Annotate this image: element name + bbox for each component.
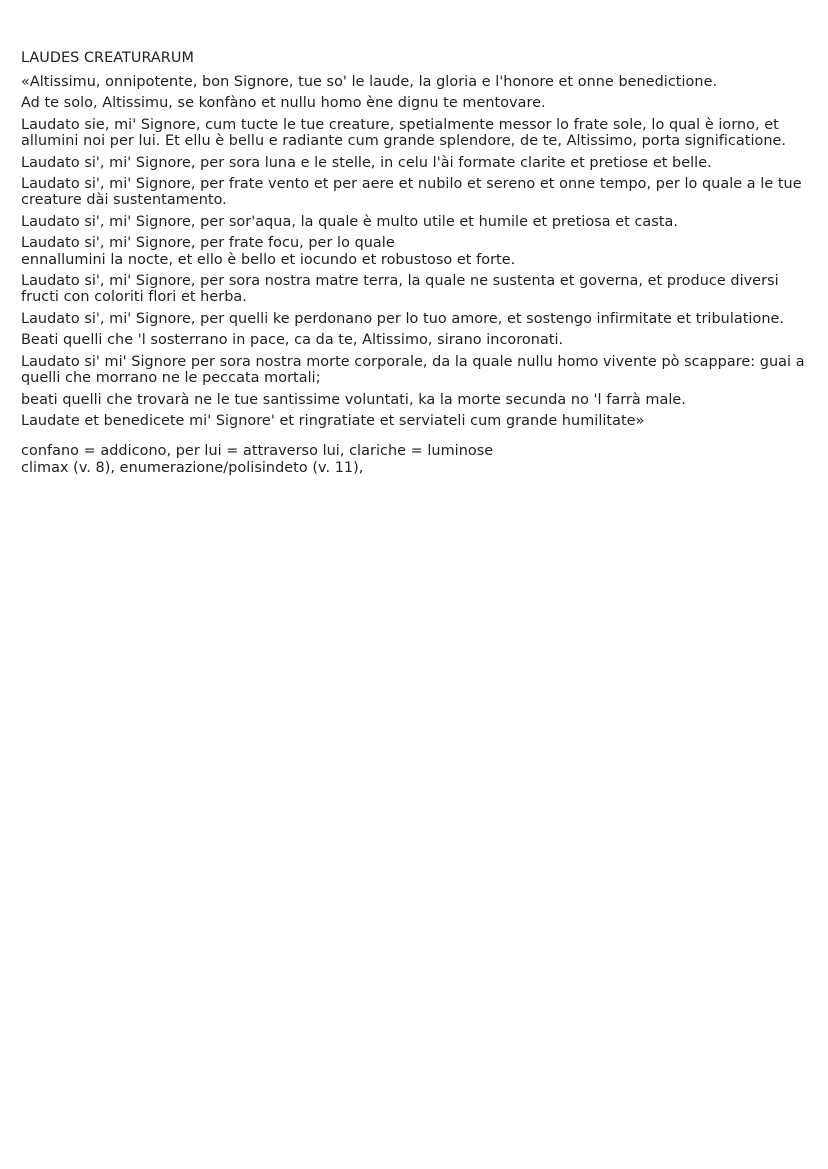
verse-12: beati quelli che trovarà ne le tue santissime voluntati, ka la morte secunda no 'l farrà male. xyxy=(21,391,686,408)
verse-9: Laudato si', mi' Signore, per quelli ke perdonano per lo tuo amore, et sostengo infirmitate et tribulatione. xyxy=(21,310,785,327)
document-page xyxy=(21,48,811,477)
notes-section xyxy=(21,443,811,477)
verse-6: Laudato si', mi' Signore, per sor'aqua, la quale è multo utile et humile et pretiosa et casta. xyxy=(21,213,679,230)
verse-13: Laudate et benedicete mi' Signore' et ringratiate et serviateli cum grande humilitate» xyxy=(21,412,645,429)
note-glossary: confano = addicono, per lui = attraverso lui, clariche = luminose xyxy=(21,443,494,460)
verse-5: Laudato si', mi' Signore, per frate vento et per aere et nubilo et sereno et onne tempo, per lo quale a le tue creature dài sustentamento. xyxy=(21,176,802,209)
verse-7: Laudato si', mi' Signore, per frate focu, per lo quale ennallumini la nocte, et ello è bello et iocundo et robustoso et forte. xyxy=(21,235,516,268)
verse-10: Beati quelli che 'l sosterrano in pace, ca da te, Altissimo, sirano incoronati. xyxy=(21,332,564,349)
verse-4: Laudato si', mi' Signore, per sora luna e le stelle, in celu l'ài formate clarite et pretiose et belle. xyxy=(21,154,712,171)
verse-3: Laudato sie, mi' Signore, cum tucte le tue creature, spetialmente messor lo frate sole, lo qual è iorno, et allumini noi per lui. Et ellu è bellu e radiante cum grande splendore, de te, Altissimo, porta significatione. xyxy=(21,116,787,150)
verse-2: Ad te solo, Altissimu, se konfàno et nullu homo ène dignu te mentovare. xyxy=(21,95,546,112)
verse-11: Laudato si' mi' Signore per sora nostra morte corporale, da la quale nullu homo vivente pò scappare: guai a quelli che morrano ne le peccata mortali; xyxy=(21,353,805,387)
verse-1: «Altissimu, onnipotente, bon Signore, tue so' le laude, la gloria e l'honore et onne benedictione. xyxy=(21,74,718,90)
document-title: LAUDES CREATURARUM xyxy=(21,50,194,66)
verse-8: Laudato si', mi' Signore, per sora nostra matre terra, la quale ne sustenta et governa, et produce diversi fructi con coloriti flori et herba. xyxy=(21,273,779,306)
note-figures: climax (v. 8), enumerazione/polisindeto (v. 11), xyxy=(21,460,364,477)
verse-list xyxy=(21,74,811,429)
